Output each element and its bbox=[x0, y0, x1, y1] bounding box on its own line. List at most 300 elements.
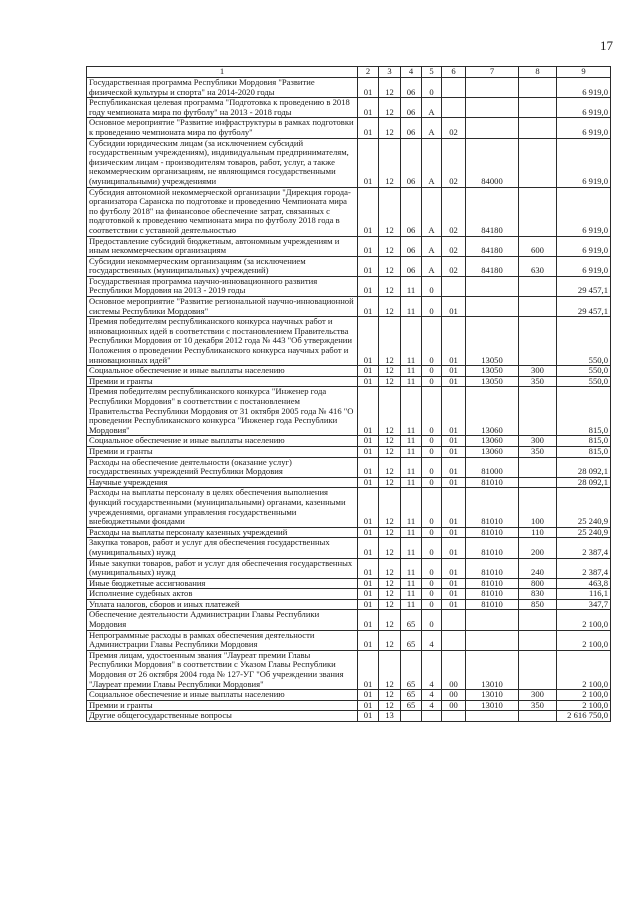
code-event: 00 bbox=[442, 690, 466, 701]
code-event: 00 bbox=[442, 700, 466, 711]
code-section: 01 bbox=[358, 276, 379, 296]
code-section: 01 bbox=[358, 610, 379, 630]
code-subprogram: 0 bbox=[422, 599, 442, 610]
code-subprogram: 0 bbox=[422, 297, 442, 317]
code-expense-type: 630 bbox=[519, 256, 557, 276]
code-section: 01 bbox=[358, 446, 379, 457]
row-amount: 2 100,0 bbox=[557, 690, 611, 701]
code-direction: 13010 bbox=[466, 650, 519, 689]
code-subsection: 12 bbox=[379, 236, 401, 256]
row-name: Премии и гранты bbox=[87, 446, 358, 457]
code-expense-type bbox=[519, 187, 557, 236]
code-event: 02 bbox=[442, 256, 466, 276]
code-subsection: 12 bbox=[379, 376, 401, 387]
code-expense-type: 300 bbox=[519, 366, 557, 377]
code-subsection: 12 bbox=[379, 477, 401, 488]
code-program: 06 bbox=[401, 256, 422, 276]
code-direction: 81010 bbox=[466, 538, 519, 558]
row-name: Расходы на выплаты персоналу казенных учреждений bbox=[87, 527, 358, 538]
table-row bbox=[87, 457, 611, 477]
code-direction: 84000 bbox=[466, 138, 519, 187]
table-row bbox=[87, 599, 611, 610]
row-amount: 6 919,0 bbox=[557, 138, 611, 187]
code-expense-type bbox=[519, 711, 557, 722]
table-row bbox=[87, 436, 611, 447]
code-section: 01 bbox=[358, 457, 379, 477]
code-subprogram: 0 bbox=[422, 387, 442, 436]
code-event: 01 bbox=[442, 387, 466, 436]
code-program: 11 bbox=[401, 276, 422, 296]
code-direction bbox=[466, 118, 519, 138]
code-subsection: 12 bbox=[379, 256, 401, 276]
code-direction: 81010 bbox=[466, 589, 519, 600]
code-subprogram: 0 bbox=[422, 527, 442, 538]
code-program: 11 bbox=[401, 387, 422, 436]
table-row bbox=[87, 610, 611, 630]
code-event: 01 bbox=[442, 477, 466, 488]
table-row bbox=[87, 78, 611, 98]
code-subsection: 12 bbox=[379, 599, 401, 610]
code-subprogram: 0 bbox=[422, 610, 442, 630]
code-subprogram: 4 bbox=[422, 700, 442, 711]
row-name: Премия лицам, удостоенным звания "Лауреат премии Главы Республики Мордовия" в соответствии с Указом Главы Республики Мордовия от 26 октября 2004 года № 127-УГ "Об учреждении звания "Лауреат премии Главы Республики Мордовия" bbox=[87, 650, 358, 689]
row-amount: 550,0 bbox=[557, 317, 611, 366]
code-subsection: 12 bbox=[379, 387, 401, 436]
code-subsection: 12 bbox=[379, 690, 401, 701]
code-direction: 81000 bbox=[466, 457, 519, 477]
code-subsection: 12 bbox=[379, 578, 401, 589]
code-section: 01 bbox=[358, 317, 379, 366]
code-subprogram: 0 bbox=[422, 457, 442, 477]
code-subprogram: 0 bbox=[422, 436, 442, 447]
code-direction bbox=[466, 297, 519, 317]
code-event: 01 bbox=[442, 457, 466, 477]
code-expense-type: 200 bbox=[519, 538, 557, 558]
code-section: 01 bbox=[358, 690, 379, 701]
row-amount: 550,0 bbox=[557, 366, 611, 377]
code-expense-type: 300 bbox=[519, 436, 557, 447]
code-direction: 81010 bbox=[466, 558, 519, 578]
row-name: Научные учреждения bbox=[87, 477, 358, 488]
code-program: 11 bbox=[401, 589, 422, 600]
row-name: Премии и гранты bbox=[87, 376, 358, 387]
code-section: 01 bbox=[358, 527, 379, 538]
code-subprogram: А bbox=[422, 236, 442, 256]
code-program bbox=[401, 711, 422, 722]
code-event: 01 bbox=[442, 366, 466, 377]
code-subsection: 12 bbox=[379, 527, 401, 538]
column-header: 3 bbox=[379, 67, 401, 78]
row-amount: 2 100,0 bbox=[557, 700, 611, 711]
row-name: Основное мероприятие "Развитие инфраструктуры в рамках подготовки к проведению чемпионата мира по футболу" bbox=[87, 118, 358, 138]
row-name: Субсидия автономной некоммерческой организации "Дирекция города-организатора Саранска по подготовке и проведению Чемпионата мира по футболу 2018" на финансовое обеспечение затрат, связанных с подготовкой к проведению чемпионата мира по футболу 2018 года в соответствии с уставной деятельностью bbox=[87, 187, 358, 236]
row-name: Республиканская целевая программа "Подготовка к проведению в 2018 году чемпионата мира по футболу" на 2013 - 2018 годы bbox=[87, 98, 358, 118]
budget-table bbox=[86, 66, 611, 722]
code-subsection: 12 bbox=[379, 138, 401, 187]
column-header: 4 bbox=[401, 67, 422, 78]
code-expense-type bbox=[519, 317, 557, 366]
code-program: 11 bbox=[401, 366, 422, 377]
code-section: 01 bbox=[358, 436, 379, 447]
code-expense-type: 850 bbox=[519, 599, 557, 610]
table-row bbox=[87, 488, 611, 527]
row-name: Субсидии юридическим лицам (за исключением субсидий государственным учреждениям), индивидуальным предпринимателям, физическим лицам - производителям товаров, работ, услуг, а также некоммерческим организациям, не являющимся государственными (муниципальными) учреждениями bbox=[87, 138, 358, 187]
code-expense-type: 240 bbox=[519, 558, 557, 578]
code-program: 11 bbox=[401, 527, 422, 538]
table-row bbox=[87, 446, 611, 457]
code-subprogram: 0 bbox=[422, 477, 442, 488]
code-direction: 81010 bbox=[466, 488, 519, 527]
code-direction bbox=[466, 78, 519, 98]
row-amount: 6 919,0 bbox=[557, 78, 611, 98]
row-name: Обеспечение деятельности Администрации Главы Республики Мордовия bbox=[87, 610, 358, 630]
code-subsection: 12 bbox=[379, 446, 401, 457]
code-event: 01 bbox=[442, 558, 466, 578]
table-row bbox=[87, 589, 611, 600]
row-amount: 6 919,0 bbox=[557, 98, 611, 118]
code-program: 11 bbox=[401, 488, 422, 527]
code-event: 01 bbox=[442, 436, 466, 447]
table-row bbox=[87, 650, 611, 689]
code-subprogram: А bbox=[422, 118, 442, 138]
row-name: Расходы на выплаты персоналу в целях обеспечения выполнения функций государственными (муниципальными) органами, казенными учреждениями, органами управления государственными внебюджетными фондами bbox=[87, 488, 358, 527]
table-row bbox=[87, 700, 611, 711]
code-program: 06 bbox=[401, 236, 422, 256]
code-expense-type bbox=[519, 98, 557, 118]
code-expense-type bbox=[519, 276, 557, 296]
code-section: 01 bbox=[358, 236, 379, 256]
code-section: 01 bbox=[358, 78, 379, 98]
code-subsection: 12 bbox=[379, 187, 401, 236]
table-row bbox=[87, 187, 611, 236]
row-amount: 347,7 bbox=[557, 599, 611, 610]
code-section: 01 bbox=[358, 387, 379, 436]
code-subprogram: 0 bbox=[422, 78, 442, 98]
code-event bbox=[442, 98, 466, 118]
code-direction: 84180 bbox=[466, 256, 519, 276]
code-event: 01 bbox=[442, 297, 466, 317]
code-subprogram: 0 bbox=[422, 558, 442, 578]
code-event: 01 bbox=[442, 446, 466, 457]
code-program: 06 bbox=[401, 98, 422, 118]
row-name: Расходы на обеспечение деятельности (оказание услуг) государственных учреждений Республики Мордовия bbox=[87, 457, 358, 477]
code-subsection: 12 bbox=[379, 118, 401, 138]
code-subprogram bbox=[422, 711, 442, 722]
code-subprogram: 0 bbox=[422, 578, 442, 589]
code-subsection: 12 bbox=[379, 78, 401, 98]
code-expense-type: 600 bbox=[519, 236, 557, 256]
row-name: Государственная программа Республики Мордовия "Развитие физической культуры и спорта" на 2014-2020 годы bbox=[87, 78, 358, 98]
code-direction: 13060 bbox=[466, 387, 519, 436]
code-event: 00 bbox=[442, 650, 466, 689]
code-subprogram: 0 bbox=[422, 488, 442, 527]
code-subprogram: 0 bbox=[422, 366, 442, 377]
code-direction: 13050 bbox=[466, 317, 519, 366]
code-section: 01 bbox=[358, 558, 379, 578]
page-number: 17 bbox=[600, 38, 613, 53]
code-direction: 13060 bbox=[466, 436, 519, 447]
code-direction: 81010 bbox=[466, 578, 519, 589]
code-direction bbox=[466, 610, 519, 630]
code-event: 01 bbox=[442, 527, 466, 538]
code-subprogram: А bbox=[422, 138, 442, 187]
row-amount: 6 919,0 bbox=[557, 236, 611, 256]
code-subsection: 12 bbox=[379, 297, 401, 317]
row-amount: 2 616 750,0 bbox=[557, 711, 611, 722]
code-section: 01 bbox=[358, 630, 379, 650]
code-program: 11 bbox=[401, 477, 422, 488]
table-row bbox=[87, 138, 611, 187]
code-subsection: 12 bbox=[379, 630, 401, 650]
code-program: 11 bbox=[401, 599, 422, 610]
code-direction: 13060 bbox=[466, 446, 519, 457]
code-event: 02 bbox=[442, 236, 466, 256]
code-program: 11 bbox=[401, 558, 422, 578]
code-program: 11 bbox=[401, 436, 422, 447]
code-section: 01 bbox=[358, 138, 379, 187]
table-row bbox=[87, 578, 611, 589]
code-program: 65 bbox=[401, 610, 422, 630]
code-program: 11 bbox=[401, 376, 422, 387]
code-program: 11 bbox=[401, 578, 422, 589]
code-section: 01 bbox=[358, 578, 379, 589]
code-subprogram: 0 bbox=[422, 276, 442, 296]
code-direction: 84180 bbox=[466, 187, 519, 236]
code-program: 06 bbox=[401, 118, 422, 138]
row-name: Социальное обеспечение и иные выплаты населению bbox=[87, 436, 358, 447]
column-header: 5 bbox=[422, 67, 442, 78]
column-header: 7 bbox=[466, 67, 519, 78]
row-name: Уплата налогов, сборов и иных платежей bbox=[87, 599, 358, 610]
table-row bbox=[87, 276, 611, 296]
code-event bbox=[442, 711, 466, 722]
code-subprogram: А bbox=[422, 187, 442, 236]
table-row bbox=[87, 690, 611, 701]
code-expense-type bbox=[519, 387, 557, 436]
table-row bbox=[87, 256, 611, 276]
row-name: Премия победителям республиканского конкурса "Инженер года Республики Мордовия" в соответствии с постановлением Правительства Республики Мордовия от 31 октября 2005 года № 416 "О проведении Республиканского конкурса "Инженер года Республики Мордовия" bbox=[87, 387, 358, 436]
code-subsection: 12 bbox=[379, 98, 401, 118]
table-row bbox=[87, 98, 611, 118]
code-expense-type bbox=[519, 118, 557, 138]
code-program: 06 bbox=[401, 187, 422, 236]
code-section: 01 bbox=[358, 589, 379, 600]
row-name: Основное мероприятие "Развитие региональной научно-инновационной системы Республики Мордовия" bbox=[87, 297, 358, 317]
code-subprogram: 0 bbox=[422, 317, 442, 366]
code-direction bbox=[466, 98, 519, 118]
code-subprogram: 0 bbox=[422, 589, 442, 600]
column-header: 6 bbox=[442, 67, 466, 78]
code-subsection: 12 bbox=[379, 457, 401, 477]
row-name: Иные бюджетные ассигнования bbox=[87, 578, 358, 589]
code-expense-type: 350 bbox=[519, 376, 557, 387]
code-subsection: 13 bbox=[379, 711, 401, 722]
code-program: 11 bbox=[401, 457, 422, 477]
row-amount: 2 100,0 bbox=[557, 630, 611, 650]
table-row bbox=[87, 387, 611, 436]
table-row bbox=[87, 630, 611, 650]
code-direction bbox=[466, 276, 519, 296]
code-direction: 13010 bbox=[466, 690, 519, 701]
code-subsection: 12 bbox=[379, 589, 401, 600]
code-program: 11 bbox=[401, 317, 422, 366]
code-expense-type bbox=[519, 457, 557, 477]
table-row bbox=[87, 477, 611, 488]
row-name: Закупка товаров, работ и услуг для обеспечения государственных (муниципальных) нужд bbox=[87, 538, 358, 558]
code-expense-type: 110 bbox=[519, 527, 557, 538]
row-name: Премия победителям республиканского конкурса научных работ и инновационных идей в соответствии с постановлением Правительства Республики Мордовия от 10 декабря 2012 года № 443 "Об утверждении Положения о проведении Республиканского конкурса научных работ и инновационных идей" bbox=[87, 317, 358, 366]
table-header-row bbox=[87, 67, 611, 78]
table-row bbox=[87, 558, 611, 578]
code-subsection: 12 bbox=[379, 700, 401, 711]
code-direction bbox=[466, 711, 519, 722]
code-section: 01 bbox=[358, 376, 379, 387]
code-direction: 81010 bbox=[466, 477, 519, 488]
code-program: 65 bbox=[401, 690, 422, 701]
code-subprogram: 4 bbox=[422, 690, 442, 701]
row-amount: 28 092,1 bbox=[557, 477, 611, 488]
code-event bbox=[442, 610, 466, 630]
row-amount: 6 919,0 bbox=[557, 118, 611, 138]
code-subsection: 12 bbox=[379, 558, 401, 578]
code-program: 11 bbox=[401, 538, 422, 558]
code-subsection: 12 bbox=[379, 538, 401, 558]
code-event: 02 bbox=[442, 138, 466, 187]
row-amount: 2 387,4 bbox=[557, 558, 611, 578]
table-row bbox=[87, 538, 611, 558]
row-amount: 2 387,4 bbox=[557, 538, 611, 558]
code-expense-type: 830 bbox=[519, 589, 557, 600]
row-amount: 815,0 bbox=[557, 387, 611, 436]
row-amount: 6 919,0 bbox=[557, 187, 611, 236]
code-subsection: 12 bbox=[379, 610, 401, 630]
code-section: 01 bbox=[358, 98, 379, 118]
code-expense-type bbox=[519, 477, 557, 488]
code-direction bbox=[466, 630, 519, 650]
code-subprogram: 0 bbox=[422, 376, 442, 387]
row-name: Премии и гранты bbox=[87, 700, 358, 711]
code-event: 01 bbox=[442, 317, 466, 366]
code-program: 65 bbox=[401, 650, 422, 689]
row-amount: 29 457,1 bbox=[557, 276, 611, 296]
column-header: 8 bbox=[519, 67, 557, 78]
code-subprogram: 0 bbox=[422, 538, 442, 558]
row-name: Социальное обеспечение и иные выплаты населению bbox=[87, 690, 358, 701]
code-section: 01 bbox=[358, 650, 379, 689]
code-direction: 81010 bbox=[466, 599, 519, 610]
table-row bbox=[87, 527, 611, 538]
table-row bbox=[87, 118, 611, 138]
row-amount: 28 092,1 bbox=[557, 457, 611, 477]
code-event: 01 bbox=[442, 376, 466, 387]
code-direction: 13010 bbox=[466, 700, 519, 711]
code-direction: 84180 bbox=[466, 236, 519, 256]
table-row bbox=[87, 297, 611, 317]
code-direction: 13050 bbox=[466, 366, 519, 377]
code-subprogram: А bbox=[422, 98, 442, 118]
table-row bbox=[87, 236, 611, 256]
code-subsection: 12 bbox=[379, 276, 401, 296]
code-program: 11 bbox=[401, 297, 422, 317]
row-amount: 815,0 bbox=[557, 436, 611, 447]
code-section: 01 bbox=[358, 256, 379, 276]
row-name: Предоставление субсидий бюджетным, автономным учреждениям и иным некоммерческим организациям bbox=[87, 236, 358, 256]
row-name: Непрограммные расходы в рамках обеспечения деятельности Администрации Главы Республики Мордовия bbox=[87, 630, 358, 650]
table-row bbox=[87, 317, 611, 366]
code-expense-type bbox=[519, 78, 557, 98]
row-amount: 2 100,0 bbox=[557, 650, 611, 689]
code-program: 65 bbox=[401, 630, 422, 650]
code-section: 01 bbox=[358, 599, 379, 610]
row-amount: 6 919,0 bbox=[557, 256, 611, 276]
row-amount: 29 457,1 bbox=[557, 297, 611, 317]
table-row bbox=[87, 711, 611, 722]
code-subprogram: А bbox=[422, 256, 442, 276]
code-event: 01 bbox=[442, 599, 466, 610]
code-section: 01 bbox=[358, 488, 379, 527]
row-amount: 463,8 bbox=[557, 578, 611, 589]
code-subsection: 12 bbox=[379, 317, 401, 366]
table-row bbox=[87, 376, 611, 387]
code-section: 01 bbox=[358, 187, 379, 236]
code-expense-type: 800 bbox=[519, 578, 557, 589]
code-subsection: 12 bbox=[379, 650, 401, 689]
code-event: 01 bbox=[442, 538, 466, 558]
column-header: 9 bbox=[557, 67, 611, 78]
row-amount: 116,1 bbox=[557, 589, 611, 600]
row-amount: 25 240,9 bbox=[557, 488, 611, 527]
code-section: 01 bbox=[358, 297, 379, 317]
code-section: 01 bbox=[358, 477, 379, 488]
code-subsection: 12 bbox=[379, 488, 401, 527]
code-expense-type bbox=[519, 610, 557, 630]
code-program: 06 bbox=[401, 78, 422, 98]
code-event: 01 bbox=[442, 488, 466, 527]
row-name: Субсидии некоммерческим организациям (за исключением государственных (муниципальных) учреждений) bbox=[87, 256, 358, 276]
column-header: 1 bbox=[87, 67, 358, 78]
code-expense-type: 350 bbox=[519, 446, 557, 457]
code-event bbox=[442, 630, 466, 650]
code-event: 02 bbox=[442, 118, 466, 138]
code-subsection: 12 bbox=[379, 436, 401, 447]
code-program: 11 bbox=[401, 446, 422, 457]
code-section: 01 bbox=[358, 711, 379, 722]
code-section: 01 bbox=[358, 700, 379, 711]
code-expense-type: 300 bbox=[519, 690, 557, 701]
code-program: 06 bbox=[401, 138, 422, 187]
code-expense-type bbox=[519, 630, 557, 650]
row-name: Иные закупки товаров, работ и услуг для обеспечения государственных (муниципальных) нужд bbox=[87, 558, 358, 578]
code-event: 02 bbox=[442, 187, 466, 236]
code-section: 01 bbox=[358, 538, 379, 558]
code-subprogram: 4 bbox=[422, 630, 442, 650]
row-name: Государственная программа научно-инновационного развития Республики Мордовия на 2013 - 2019 годы bbox=[87, 276, 358, 296]
row-name: Другие общегосударственные вопросы bbox=[87, 711, 358, 722]
code-program: 65 bbox=[401, 700, 422, 711]
code-event bbox=[442, 276, 466, 296]
code-section: 01 bbox=[358, 118, 379, 138]
code-event: 01 bbox=[442, 589, 466, 600]
code-expense-type bbox=[519, 138, 557, 187]
column-header: 2 bbox=[358, 67, 379, 78]
code-subprogram: 4 bbox=[422, 650, 442, 689]
code-direction: 13050 bbox=[466, 376, 519, 387]
table-row bbox=[87, 366, 611, 377]
code-direction: 81010 bbox=[466, 527, 519, 538]
code-subprogram: 0 bbox=[422, 446, 442, 457]
code-expense-type: 100 bbox=[519, 488, 557, 527]
row-name: Социальное обеспечение и иные выплаты населению bbox=[87, 366, 358, 377]
